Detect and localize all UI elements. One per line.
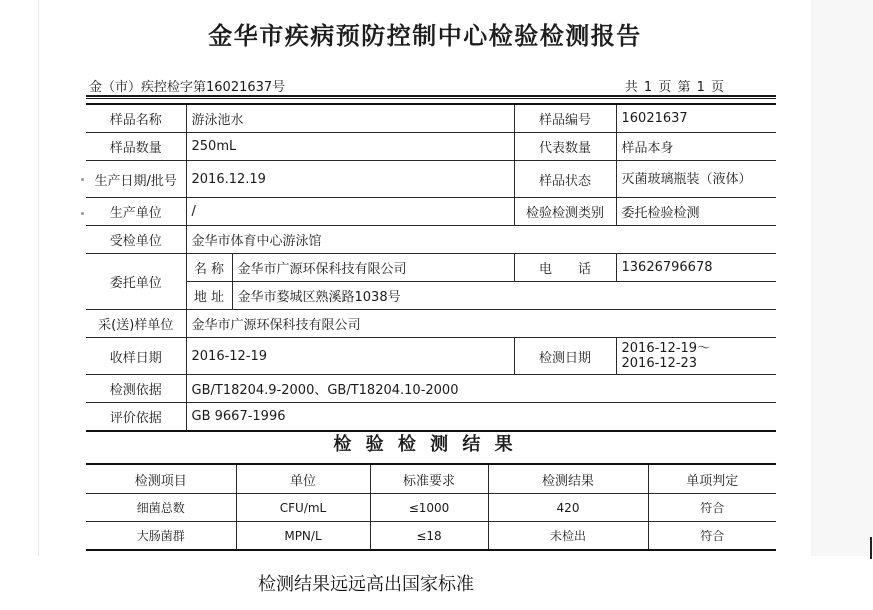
test-date-value xyxy=(616,338,776,375)
receive-date-value: 2016-12-19 xyxy=(186,338,514,375)
phone-value: 13626796678 xyxy=(616,254,776,282)
header-rule-thin xyxy=(86,98,776,99)
report-title: 金华市疾病预防控制中心检验检测报告 xyxy=(208,22,642,50)
column-header: 标准要求 xyxy=(370,464,488,494)
eval-value: GB 9667-1996 xyxy=(186,403,776,432)
table-row xyxy=(86,403,776,432)
category-label: 检验检测类别 xyxy=(514,198,616,226)
results-header-row xyxy=(86,464,776,494)
table-row xyxy=(86,494,776,522)
basis-value: GB/T18204.9-2000、GB/T18204.10-2000 xyxy=(186,375,776,403)
category-value: 委托检验检测 xyxy=(616,198,776,226)
table-cell: 符合 xyxy=(648,522,776,551)
table-row xyxy=(86,198,776,226)
sample-name-label: 样品名称 xyxy=(86,104,186,133)
test-date-end: 2016-12-23 xyxy=(621,356,698,371)
column-header: 单位 xyxy=(236,464,370,494)
column-header: 检测项目 xyxy=(86,464,236,494)
client-name-label: 名 称 xyxy=(186,254,232,282)
results-title: 检 验 检 测 结 果 xyxy=(333,434,517,455)
client-label: 委托单位 xyxy=(86,254,186,310)
represent-value: 样品本身 xyxy=(616,133,776,161)
table-row xyxy=(86,104,776,133)
document-number: 金（市）疾控检字第16021637号 xyxy=(89,80,286,95)
state-value: 灭菌玻璃瓶装（液体） xyxy=(616,161,776,198)
client-addr-label: 地 址 xyxy=(186,282,232,310)
quantity-label: 样品数量 xyxy=(86,133,186,161)
sampling-unit-label: 采(送)样单位 xyxy=(86,310,186,338)
table-row xyxy=(86,133,776,161)
test-date-start: 2016-12-19～ xyxy=(621,341,711,356)
sample-no-label: 样品编号 xyxy=(514,104,616,133)
state-label: 样品状态 xyxy=(514,161,616,198)
client-addr-value: 金华市婺城区熟溪路1038号 xyxy=(232,282,776,310)
receive-date-label: 收样日期 xyxy=(86,338,186,375)
table-cell: 大肠菌群 xyxy=(86,522,236,551)
table-cell: 细菌总数 xyxy=(86,494,236,522)
basis-label: 检测依据 xyxy=(86,375,186,403)
table-row xyxy=(86,338,776,375)
results-table xyxy=(86,463,776,551)
table-row xyxy=(86,310,776,338)
prod-date-label: 生产日期/批号 xyxy=(86,161,186,198)
table-cell: ≤18 xyxy=(370,522,488,551)
scan-margin xyxy=(811,0,873,556)
table-cell: 420 xyxy=(488,494,648,522)
table-cell: MPN/L xyxy=(236,522,370,551)
table-row xyxy=(86,522,776,551)
quantity-value: 250mL xyxy=(186,133,514,161)
table-row xyxy=(86,254,776,282)
table-cell: ≤1000 xyxy=(370,494,488,522)
sample-info-table xyxy=(86,103,776,432)
eval-label: 评价依据 xyxy=(86,403,186,432)
producer-label: 生产单位 xyxy=(86,198,186,226)
table-row xyxy=(86,161,776,198)
sample-name-value: 游泳池水 xyxy=(186,104,514,133)
edge-mark xyxy=(870,537,872,559)
sampling-unit-value: 金华市广源环保科技有限公司 xyxy=(186,310,776,338)
column-header: 单项判定 xyxy=(648,464,776,494)
header-rule xyxy=(86,95,776,97)
column-header: 检测结果 xyxy=(488,464,648,494)
inspected-value: 金华市体育中心游泳馆 xyxy=(186,226,776,254)
image-caption: 检测结果远远高出国家标准 xyxy=(258,574,474,595)
producer-value: / xyxy=(186,198,514,226)
table-cell: 符合 xyxy=(648,494,776,522)
scan-speck xyxy=(81,178,84,181)
table-cell: 未检出 xyxy=(488,522,648,551)
client-name-value: 金华市广源环保科技有限公司 xyxy=(232,254,514,282)
inspected-label: 受检单位 xyxy=(86,226,186,254)
page-info: 共 1 页 第 1 页 xyxy=(624,80,725,95)
prod-date-value: 2016.12.19 xyxy=(186,161,514,198)
sample-no-value: 16021637 xyxy=(616,104,776,133)
table-row xyxy=(86,226,776,254)
table-cell: CFU/mL xyxy=(236,494,370,522)
phone-label: 电 话 xyxy=(514,254,616,282)
report-paper xyxy=(38,0,812,556)
scan-speck xyxy=(81,212,84,215)
table-row xyxy=(86,282,776,310)
represent-label: 代表数量 xyxy=(514,133,616,161)
table-row xyxy=(86,375,776,403)
test-date-label: 检测日期 xyxy=(514,338,616,375)
